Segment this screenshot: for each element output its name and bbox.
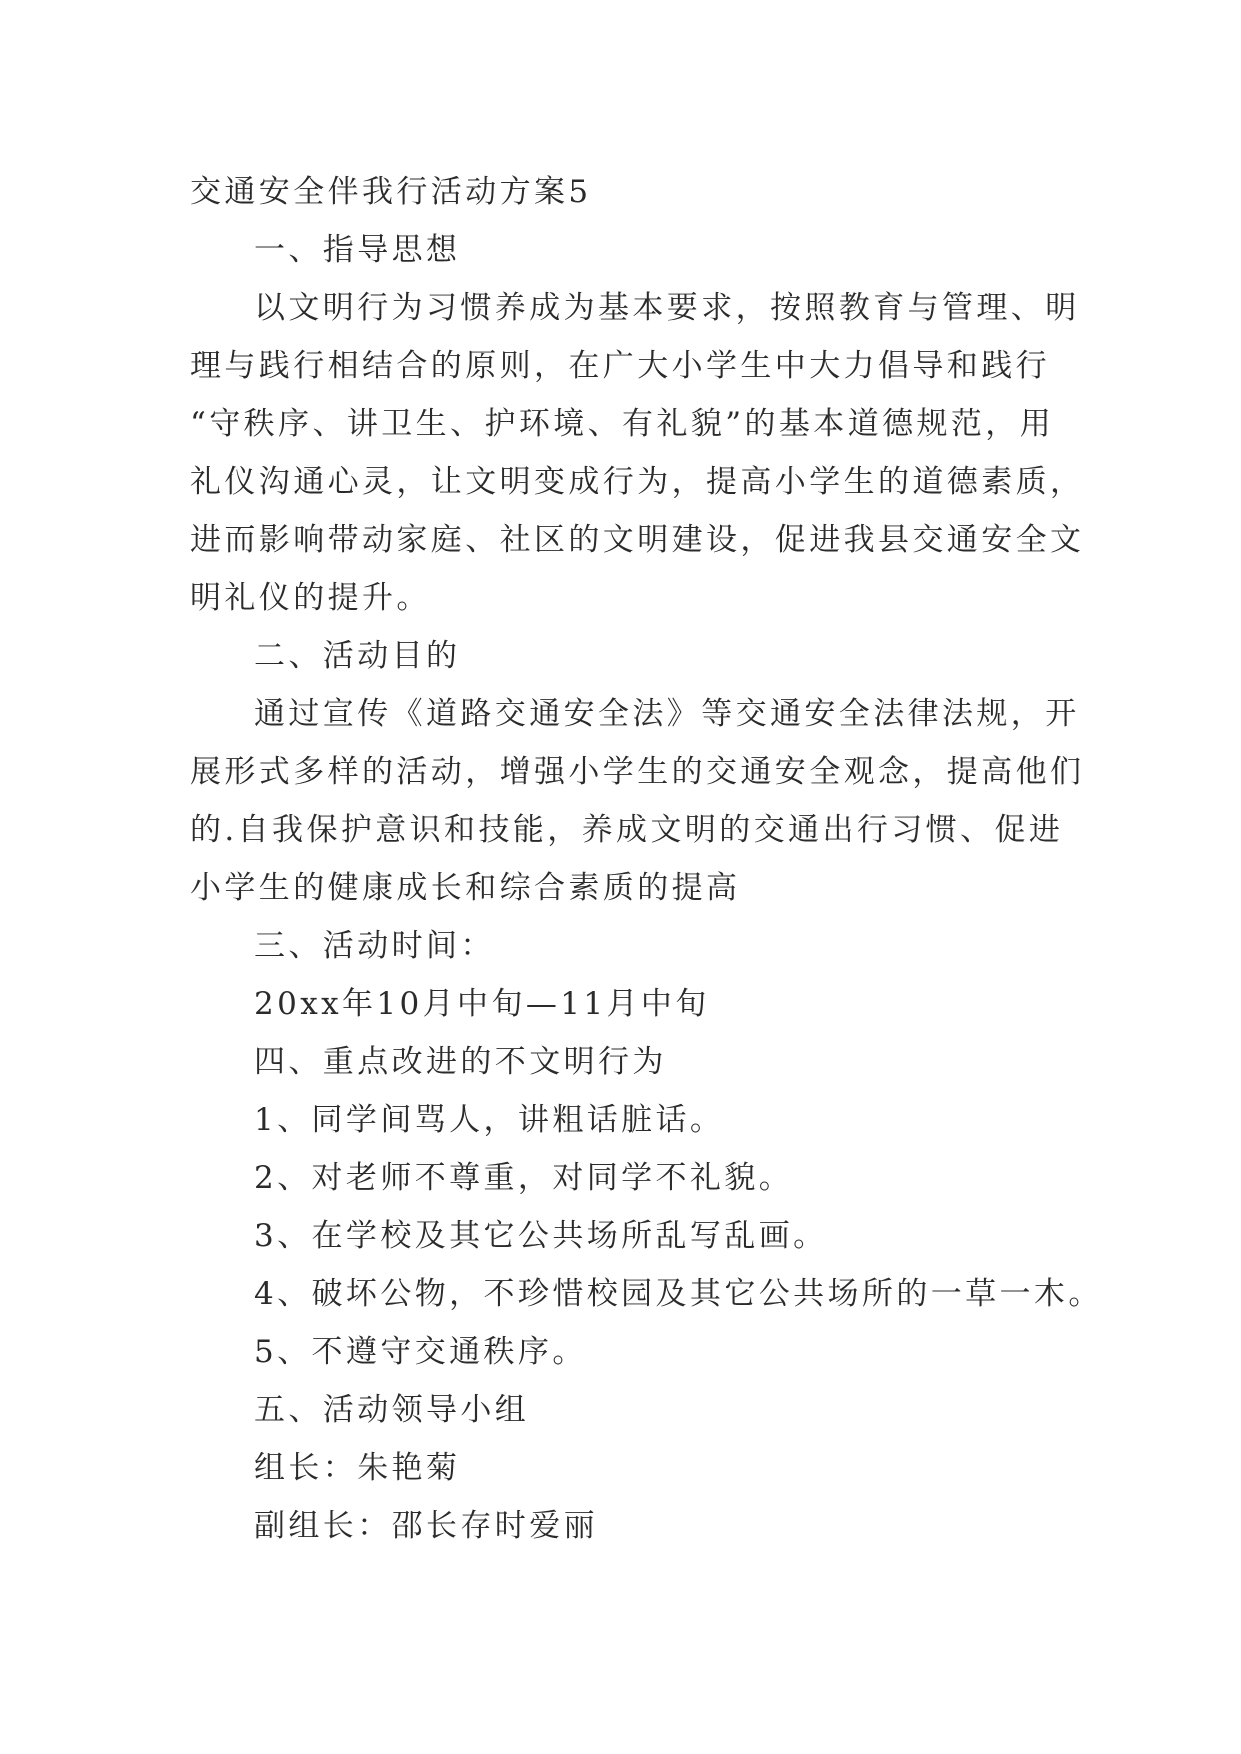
group-leader: 组长：朱艳菊 [254,1450,461,1486]
list-item: 5、不遵守交通秩序。 [254,1334,587,1370]
paragraph-line: 展形式多样的活动，增强小学生的交通安全观念，提高他们 [190,754,1085,790]
list-item: 2、对老师不尊重，对同学不礼貌。 [254,1160,794,1196]
paragraph-guiding-ideology [190,279,1085,627]
paragraph-line: 以文明行为习惯养成为基本要求，按照教育与管理、明 [254,290,1080,326]
document-body [190,163,1103,1555]
paragraph-activity-purpose [190,685,1085,917]
paragraph-line: 通过宣传《道路交通安全法》等交通安全法律法规，开 [254,696,1080,732]
paragraph-line: 的.自我保护意识和技能，养成文明的交通出行习惯、促进 [190,812,1064,848]
list-item: 4、破坏公物，不珍惜校园及其它公共场所的一草一木。 [254,1276,1103,1312]
list-item: 3、在学校及其它公共场所乱写乱画。 [254,1218,828,1254]
document-title: 交通安全伴我行活动方案5 [190,174,592,210]
activity-time-value: 20xx年10月中旬—11月中旬 [254,986,710,1022]
section-heading-leadership-group: 五、活动领导小组 [254,1392,530,1428]
paragraph-line: 礼仪沟通心灵，让文明变成行为，提高小学生的道德素质， [190,464,1085,500]
paragraph-line: 小学生的健康成长和综合素质的提高 [190,870,741,906]
section-heading-guiding-ideology: 一、指导思想 [254,232,461,268]
section-heading-activity-time: 三、活动时间： [254,928,495,964]
paragraph-line: “守秩序、讲卫生、护环境、有礼貌”的基本道德规范，用 [190,406,1055,442]
group-deputy-leader: 副组长：邵长存时爱丽 [254,1508,598,1544]
paragraph-line: 进而影响带动家庭、社区的文明建设，促进我县交通安全文 [190,522,1085,558]
list-item: 1、同学间骂人，讲粗话脏话。 [254,1102,725,1138]
section-heading-activity-purpose: 二、活动目的 [254,638,461,674]
paragraph-line: 明礼仪的提升。 [190,580,431,616]
paragraph-line: 理与践行相结合的原则，在广大小学生中大力倡导和践行 [190,348,1050,384]
section-heading-uncivilized-behaviors: 四、重点改进的不文明行为 [254,1044,667,1080]
